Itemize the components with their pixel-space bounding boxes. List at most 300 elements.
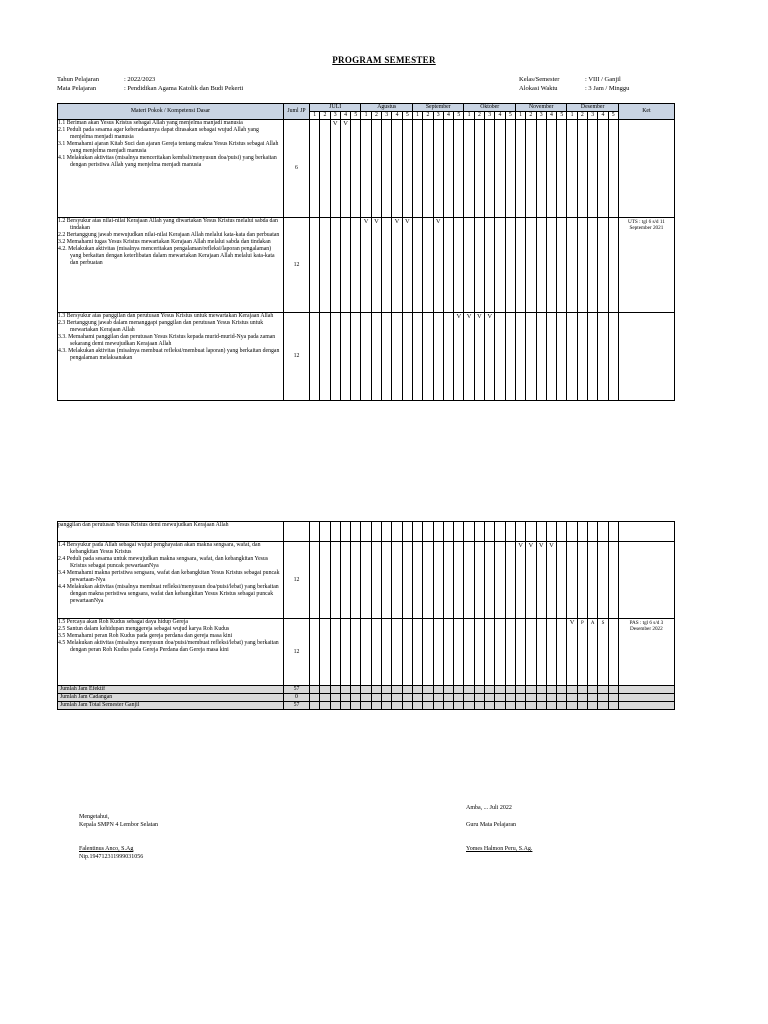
summary-empty-cell <box>310 694 320 702</box>
competency-text: 1.4 Bersyukur pada Allah sebagai wujud penghayatan akan makna sengsara, wafat, dan kebangkitan Yesus Kristus <box>58 542 261 555</box>
week-cell <box>423 522 433 542</box>
summary-empty-cell <box>412 702 422 710</box>
summary-empty-cell <box>361 702 371 710</box>
summary-empty-cell <box>536 686 546 694</box>
week-number: 5 <box>454 112 464 120</box>
week-cell <box>402 522 412 542</box>
week-cell <box>371 120 381 218</box>
week-cell <box>485 619 495 686</box>
summary-empty-cell <box>557 694 567 702</box>
week-cell <box>351 619 361 686</box>
week-cell <box>392 218 402 313</box>
summary-empty-cell <box>320 686 330 694</box>
week-cell <box>515 522 525 542</box>
week-cell <box>546 313 556 401</box>
week-number: 2 <box>320 112 330 120</box>
competency-text: 1.5 Percaya akan Roh Kudus sebagai daya hidup Gereja <box>58 619 188 625</box>
week-cell <box>464 120 474 218</box>
summary-empty-cell <box>443 686 453 694</box>
competency-text: 3.5 Memahami peran Roh Kudus pada gereja perdana dan gereja masa kini <box>58 633 233 639</box>
summary-empty-cell <box>598 702 608 710</box>
summary-empty-cell <box>588 702 598 710</box>
week-cell <box>505 313 515 401</box>
week-cell <box>371 218 381 313</box>
week-cell <box>598 313 608 401</box>
week-cell <box>443 542 453 619</box>
competency-text: panggilan dan perutusan Yesus Kristus demi mewujudkan Kerajaan Allah <box>58 522 229 528</box>
summary-empty-cell <box>536 694 546 702</box>
table-row <box>58 522 675 542</box>
week-number: 3 <box>536 112 546 120</box>
info-left <box>57 75 337 93</box>
table-row <box>58 542 675 619</box>
summary-empty-cell <box>340 686 350 694</box>
semester-table-part-1 <box>57 103 675 401</box>
week-cell <box>443 619 453 686</box>
summary-empty-cell <box>577 702 587 710</box>
summary-empty-cell <box>505 702 515 710</box>
week-number: 1 <box>464 112 474 120</box>
summary-value: 0 <box>284 694 310 702</box>
week-number: 3 <box>433 112 443 120</box>
summary-empty-cell <box>577 686 587 694</box>
summary-empty-cell <box>474 694 484 702</box>
summary-empty-cell <box>402 702 412 710</box>
summary-empty-cell <box>588 694 598 702</box>
week-cell <box>505 619 515 686</box>
summary-empty-cell <box>443 694 453 702</box>
week-cell <box>371 542 381 619</box>
week-cell <box>526 542 536 619</box>
week-cell <box>505 522 515 542</box>
week-cell <box>598 619 608 686</box>
week-cell <box>526 218 536 313</box>
week-cell <box>598 522 608 542</box>
check-mark: V <box>528 542 534 549</box>
week-cell <box>423 542 433 619</box>
week-cell <box>505 218 515 313</box>
summary-empty-cell <box>371 694 381 702</box>
check-mark: V <box>374 218 379 225</box>
week-cell <box>557 218 567 313</box>
week-cell <box>412 619 422 686</box>
summary-empty-cell <box>464 694 474 702</box>
week-number: 4 <box>546 112 556 120</box>
info-row-class <box>519 75 719 84</box>
week-cell <box>464 542 474 619</box>
week-cell <box>485 542 495 619</box>
week-cell <box>495 120 505 218</box>
summary-empty-cell <box>330 702 340 710</box>
week-cell <box>361 313 371 401</box>
ket-cell: PAS : tgl 6 s/d 3 Desember 2022 <box>618 619 674 686</box>
week-cell <box>598 120 608 218</box>
check-mark: V <box>363 218 369 225</box>
summary-value: 57 <box>284 686 310 694</box>
week-cell <box>454 313 464 401</box>
summary-empty-cell <box>361 694 371 702</box>
week-cell <box>320 313 330 401</box>
week-cell <box>588 120 598 218</box>
competency-text: 4.5 Melakukan aktivitas (misalnya menyusun doa/puisi/membuat refleksi/lebat) yang berkaitan dengan peran Roh Kudus pada Gereja Perdana dan Gereja masa kini <box>58 640 279 653</box>
summary-empty-cell <box>310 686 320 694</box>
week-cell <box>310 522 320 542</box>
summary-empty-cell <box>515 702 525 710</box>
week-cell <box>588 218 598 313</box>
check-mark: V <box>477 313 482 320</box>
summary-empty-cell <box>320 702 330 710</box>
summary-empty-cell <box>402 694 412 702</box>
week-cell <box>412 120 422 218</box>
week-number: 2 <box>474 112 484 120</box>
ket-cell <box>618 313 674 401</box>
week-cell <box>536 313 546 401</box>
info-label: Tahun Pelajaran <box>57 76 99 83</box>
check-mark: V <box>435 218 441 225</box>
table-row <box>58 313 675 401</box>
week-cell <box>608 619 618 686</box>
week-cell <box>423 619 433 686</box>
week-number: 4 <box>340 112 350 120</box>
week-cell <box>443 120 453 218</box>
summary-empty-cell <box>588 686 598 694</box>
week-cell <box>310 218 320 313</box>
summary-empty-cell <box>505 686 515 694</box>
competency-text: 4.1 Melakukan aktivitas (misalnya menceritakan kembali/menyusun doa/puisi) yang berkaitan dengan peristiwa Allah yang menjelma menjadi manusia <box>58 155 277 168</box>
teacher-role: Guru Mata Pelajaran <box>466 822 516 828</box>
summary-ket-cell <box>618 686 674 694</box>
week-cell <box>546 522 556 542</box>
week-cell <box>577 619 587 686</box>
check-mark: V <box>466 313 472 320</box>
materi-cell <box>58 619 284 686</box>
week-cell <box>361 120 371 218</box>
info-value: : 3 Jam / Minggu <box>585 85 630 92</box>
jp-cell: 12 <box>284 619 310 686</box>
week-cell <box>515 619 525 686</box>
summary-empty-cell <box>423 686 433 694</box>
info-right <box>519 75 719 93</box>
week-cell <box>433 313 443 401</box>
check-mark: V <box>538 542 544 549</box>
info-value: : Pendidikan Agama Katolik dan Budi Pekerti <box>124 85 244 92</box>
headmaster-nip: Nip.194712311999031056 <box>79 854 144 860</box>
competency-text: 3.2 Memahami tugas Yesus Kristus mewartakan Kerajaan Allah melalui sabda dan tindakan <box>58 239 271 245</box>
week-cell <box>485 218 495 313</box>
week-cell <box>474 542 484 619</box>
header-month: Desember <box>567 104 618 112</box>
week-number: 2 <box>526 112 536 120</box>
summary-empty-cell <box>485 686 495 694</box>
week-number: 5 <box>557 112 567 120</box>
summary-empty-cell <box>608 694 618 702</box>
week-cell <box>320 522 330 542</box>
week-cell <box>577 218 587 313</box>
pas-letter: A <box>590 621 595 626</box>
week-cell <box>495 522 505 542</box>
week-cell <box>340 619 350 686</box>
summary-empty-cell <box>485 702 495 710</box>
week-cell <box>577 542 587 619</box>
week-number: 3 <box>382 112 392 120</box>
week-cell <box>577 313 587 401</box>
summary-empty-cell <box>526 694 536 702</box>
week-cell <box>423 120 433 218</box>
summary-empty-cell <box>392 702 402 710</box>
summary-empty-cell <box>495 686 505 694</box>
check-mark: V <box>332 120 338 127</box>
summary-empty-cell <box>474 686 484 694</box>
summary-empty-cell <box>361 686 371 694</box>
summary-empty-cell <box>536 702 546 710</box>
competency-text: 2.1 Peduli pada sesama agar keberadaannya dapat dirasakan sebagai wujud Allah yang menjelma menjadi manusia <box>58 127 259 140</box>
week-cell <box>423 218 433 313</box>
summary-empty-cell <box>557 686 567 694</box>
summary-empty-cell <box>443 702 453 710</box>
week-cell <box>443 313 453 401</box>
summary-empty-cell <box>464 686 474 694</box>
week-cell <box>330 313 340 401</box>
competency-text: 1.2 Bersyukur atas nilai-nilai Kerajaan Allah yang diwartakan Yesus Kristus melalui sabda dan tindakan <box>58 218 278 231</box>
week-cell <box>505 542 515 619</box>
week-cell <box>382 120 392 218</box>
table-row <box>58 120 675 218</box>
summary-empty-cell <box>330 694 340 702</box>
materi-cell <box>58 522 284 542</box>
check-mark: V <box>404 218 410 225</box>
week-cell <box>382 619 392 686</box>
summary-empty-cell <box>567 694 577 702</box>
week-cell <box>557 542 567 619</box>
week-cell <box>340 542 350 619</box>
week-cell <box>402 619 412 686</box>
materi-cell <box>58 313 284 401</box>
week-cell <box>567 313 577 401</box>
ket-cell <box>618 542 674 619</box>
week-cell <box>392 542 402 619</box>
summary-empty-cell <box>567 702 577 710</box>
competency-text: 1.3 Bersyukur atas panggilan dan perutusan Yesus Kristus untuk mewartakan Kerajaan Allah <box>58 313 274 319</box>
header-month: September <box>412 104 463 112</box>
check-mark: V <box>487 313 493 320</box>
week-cell <box>546 619 556 686</box>
summary-empty-cell <box>310 702 320 710</box>
week-cell <box>588 313 598 401</box>
summary-ket-cell <box>618 694 674 702</box>
summary-empty-cell <box>515 686 525 694</box>
week-cell <box>608 313 618 401</box>
week-cell <box>340 218 350 313</box>
ket-cell: UTS : tgl 6 s/d 11 September 2021 <box>618 218 674 313</box>
summary-empty-cell <box>546 686 556 694</box>
summary-row <box>58 702 675 710</box>
summary-empty-cell <box>495 694 505 702</box>
week-cell <box>608 120 618 218</box>
week-cell <box>577 522 587 542</box>
week-cell <box>474 218 484 313</box>
summary-empty-cell <box>505 694 515 702</box>
jp-cell: 6 <box>284 120 310 218</box>
week-cell <box>330 120 340 218</box>
week-cell <box>567 522 577 542</box>
week-cell <box>526 619 536 686</box>
check-mark: V <box>343 120 348 127</box>
week-cell <box>608 522 618 542</box>
week-cell <box>351 522 361 542</box>
summary-empty-cell <box>526 702 536 710</box>
week-cell <box>361 522 371 542</box>
week-cell <box>371 313 381 401</box>
summary-empty-cell <box>495 702 505 710</box>
week-cell <box>351 542 361 619</box>
week-cell <box>557 120 567 218</box>
check-mark: V <box>569 619 575 626</box>
materi-cell <box>58 218 284 313</box>
summary-empty-cell <box>526 686 536 694</box>
week-cell <box>567 218 577 313</box>
week-number: 1 <box>515 112 525 120</box>
summary-empty-cell <box>371 702 381 710</box>
header-month: JULI <box>310 104 361 112</box>
week-cell <box>423 313 433 401</box>
summary-empty-cell <box>598 686 608 694</box>
week-cell <box>330 619 340 686</box>
summary-empty-cell <box>577 694 587 702</box>
pas-letter: P <box>580 621 584 626</box>
week-cell <box>402 542 412 619</box>
summary-row <box>58 694 675 702</box>
week-cell <box>310 542 320 619</box>
week-cell <box>382 522 392 542</box>
week-cell <box>598 218 608 313</box>
week-cell <box>515 120 525 218</box>
week-cell <box>443 218 453 313</box>
week-cell <box>474 120 484 218</box>
week-cell <box>454 522 464 542</box>
week-cell <box>320 120 330 218</box>
week-cell <box>433 542 443 619</box>
week-cell <box>464 218 474 313</box>
week-cell <box>588 542 598 619</box>
week-cell <box>515 542 525 619</box>
summary-empty-cell <box>330 686 340 694</box>
summary-empty-cell <box>423 702 433 710</box>
week-cell <box>392 522 402 542</box>
summary-empty-cell <box>454 686 464 694</box>
summary-empty-cell <box>464 702 474 710</box>
week-cell <box>340 313 350 401</box>
competency-text: 2.2 Bertanggung jawab mewujudkan nilai-nilai Kerajaan Allah melalui kata-kata dan perbuatan <box>58 232 280 238</box>
week-cell <box>412 522 422 542</box>
week-cell <box>557 313 567 401</box>
summary-empty-cell <box>567 686 577 694</box>
competency-text: 2.3 Bertanggung jawab dalam menanggapi panggilan dan perutusan Yesus Kristus untuk mewartakan Kerajaan Allah <box>58 320 264 333</box>
week-number: 2 <box>371 112 381 120</box>
week-cell <box>310 619 320 686</box>
place-date: Amba, ... Juli 2022 <box>466 805 512 811</box>
headmaster-signature <box>79 845 143 861</box>
week-cell <box>474 619 484 686</box>
week-cell <box>443 522 453 542</box>
week-cell <box>485 313 495 401</box>
week-cell <box>464 522 474 542</box>
week-cell <box>495 218 505 313</box>
week-cell <box>495 313 505 401</box>
week-number: 3 <box>330 112 340 120</box>
summary-empty-cell <box>608 686 618 694</box>
summary-empty-cell <box>423 694 433 702</box>
competency-text: 4.2. Melakukan aktivitas (misalnya menceritakan pengalaman/refleksi/laporan pengalaman) yang berkaitan dengan keterlibatan dalam mewartakan Kerajaan Allah melalui kata-kata dan perbuatan <box>58 246 275 266</box>
week-cell <box>557 522 567 542</box>
info-label: Mata Pelajaran <box>57 85 97 92</box>
week-cell <box>382 313 392 401</box>
competency-text: 3.1 Memahami ajaran Kitab Suci dan ajaran Gereja tentang makna Yesus Kristus sebagai Allah yang menjelma menjadi manusia <box>58 141 279 154</box>
week-cell <box>505 120 515 218</box>
check-mark: V <box>394 218 400 225</box>
week-number: 2 <box>577 112 587 120</box>
summary-empty-cell <box>351 694 361 702</box>
week-cell <box>320 542 330 619</box>
week-cell <box>526 313 536 401</box>
summary-empty-cell <box>340 694 350 702</box>
jp-cell: 12 <box>284 542 310 619</box>
check-mark: V <box>518 542 523 549</box>
summary-empty-cell <box>598 694 608 702</box>
week-cell <box>485 120 495 218</box>
check-mark: V <box>549 542 554 549</box>
week-number: 1 <box>412 112 422 120</box>
summary-label: Jumlah Jam Total Semester Ganjil <box>58 702 284 710</box>
summary-empty-cell <box>351 702 361 710</box>
week-cell <box>340 522 350 542</box>
week-cell <box>608 218 618 313</box>
week-cell <box>361 542 371 619</box>
week-cell <box>371 522 381 542</box>
week-cell <box>371 619 381 686</box>
summary-empty-cell <box>515 694 525 702</box>
teacher-name: Yomes Halmon Peru, S.Ag. <box>466 846 533 852</box>
week-cell <box>330 542 340 619</box>
competency-text: 3.4 Memahami makna peristiwa sengsara, wafat dan kebangkitan Yesus Kristus sebagai puncak pewartaan-Nya <box>58 570 280 583</box>
info-label: Kelas/Semester <box>519 76 560 83</box>
summary-empty-cell <box>392 694 402 702</box>
acknowledge-label: Mengetahui, <box>79 814 110 820</box>
summary-empty-cell <box>402 686 412 694</box>
week-number: 4 <box>443 112 453 120</box>
week-cell <box>320 218 330 313</box>
week-cell <box>402 120 412 218</box>
week-number: 1 <box>361 112 371 120</box>
week-cell <box>433 522 443 542</box>
week-cell <box>464 619 474 686</box>
materi-cell <box>58 120 284 218</box>
week-cell <box>526 522 536 542</box>
summary-empty-cell <box>351 686 361 694</box>
ket-cell <box>618 522 674 542</box>
materi-cell <box>58 542 284 619</box>
week-cell <box>495 619 505 686</box>
summary-empty-cell <box>382 686 392 694</box>
week-cell <box>382 218 392 313</box>
week-cell <box>515 313 525 401</box>
summary-empty-cell <box>433 686 443 694</box>
week-cell <box>433 619 443 686</box>
week-cell <box>495 542 505 619</box>
week-cell <box>464 313 474 401</box>
summary-empty-cell <box>454 694 464 702</box>
week-number: 3 <box>485 112 495 120</box>
week-cell <box>310 313 320 401</box>
